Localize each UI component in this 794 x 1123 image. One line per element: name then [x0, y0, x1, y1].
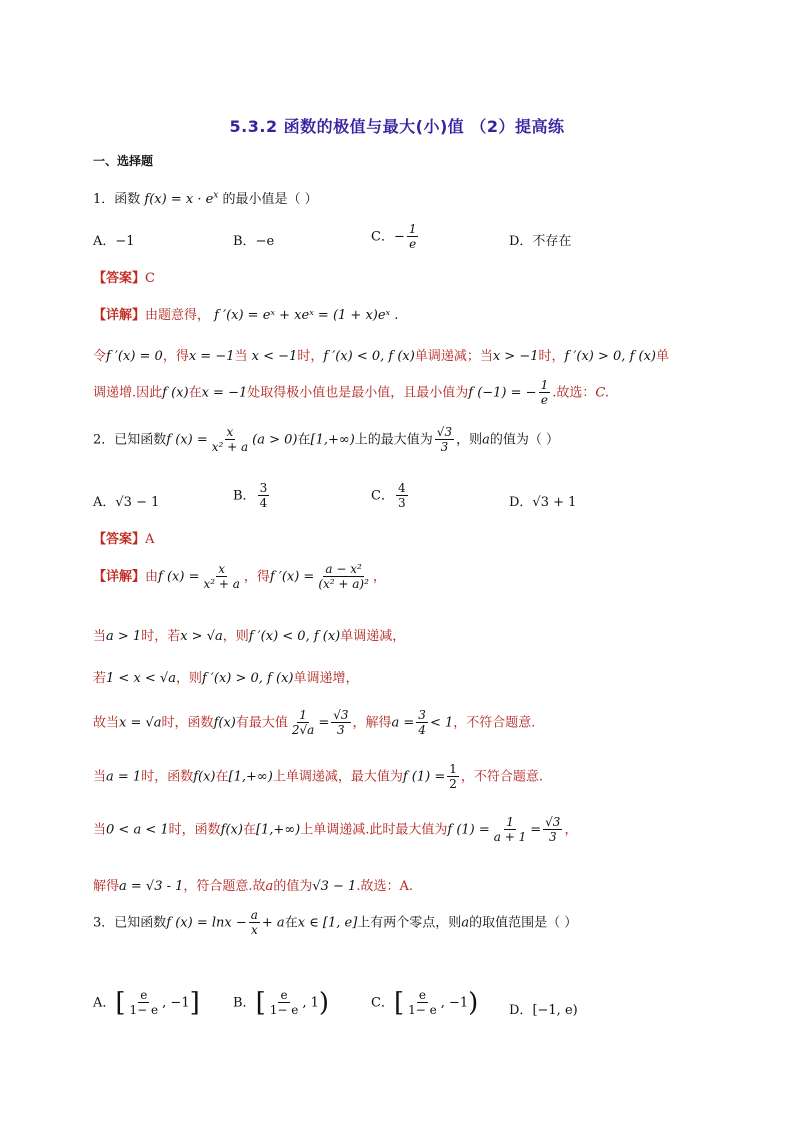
- q2-detail-line7: [93, 875, 413, 894]
- q2-option-a: A．√3 − 1: [93, 495, 160, 510]
- q2-l1-a: 由: [145, 569, 159, 585]
- q2-l6-den2: 3: [548, 830, 557, 845]
- q1-d3-e: 处取得极小值也是最小值，且最小值为: [247, 385, 469, 401]
- q2-l1-fraction2: [316, 562, 371, 592]
- q2-stem-fraction: [210, 425, 250, 455]
- q2-l3-d: f ′(x) > 0, f (x): [201, 671, 294, 686]
- q3-stem-h: 的取值范围是（ ）: [469, 915, 578, 931]
- q1-option-a: A．−1: [93, 234, 135, 249]
- q2-l6-num: 1: [506, 815, 514, 829]
- q2-l7-a: 解得: [93, 879, 120, 894]
- q2-l3-e: 单调递增，: [293, 671, 359, 686]
- q2-option-b-label: B．: [233, 488, 256, 504]
- q2-l1-e: ，: [372, 569, 386, 585]
- q2-l2-f: f ′(x) < 0, f (x): [248, 629, 341, 644]
- q3-option-b-label: B．: [233, 995, 256, 1011]
- q1-d2-b: f ′(x) = 0: [106, 349, 163, 364]
- q2-l2-b: a > 1: [106, 629, 142, 644]
- q2-l4-fraction: [290, 708, 316, 738]
- q1-d1-formula: f ′(x) = eˣ + xeˣ = (1 + x)eˣ .: [214, 308, 399, 323]
- q2-stem: [93, 425, 559, 455]
- q2-l4-den2: 3: [337, 723, 345, 738]
- q3-option-a-bracket-left: [: [115, 987, 126, 1018]
- q3-option-a-tail: , −1: [162, 995, 190, 1011]
- q2-stem-num2: √3: [436, 425, 453, 439]
- q1-d3-h: C.: [595, 385, 609, 401]
- q2-l5-h: f (1) =: [402, 769, 446, 785]
- q3-option-d-label: D．: [509, 1003, 533, 1018]
- answer-tag: 【答案】: [93, 271, 146, 286]
- q3-option-a-fraction: [128, 988, 161, 1018]
- q3-option-c-fraction: [406, 988, 439, 1018]
- q2-stem-den2: 3: [440, 440, 449, 455]
- q1-stem-text: 1．函数: [93, 192, 141, 207]
- q3-option-b-den: 1− e: [269, 1003, 299, 1018]
- q2-l6-fraction: [492, 815, 528, 845]
- q2-l5-c: 时，函数: [141, 769, 194, 785]
- q3-stem-c: + a: [261, 915, 285, 931]
- q2-l6-g: 上单调递减.此时最大值为: [300, 822, 448, 838]
- q2-stem-f: f (x) =: [166, 432, 208, 448]
- q2-l6-c: 时，函数: [168, 822, 221, 838]
- q3-stem-g: a: [461, 915, 470, 931]
- q1-option-b: B．−e: [233, 234, 275, 249]
- q2-l6-num2: √3: [545, 815, 561, 829]
- q2-l6-i: ，: [564, 822, 578, 838]
- q1-d2-a: 令: [93, 349, 107, 364]
- q2-detail-line3: [93, 667, 358, 686]
- q1-d2-h: f ′(x) < 0, f (x): [323, 349, 415, 364]
- q2-detail-line4: [93, 708, 535, 738]
- q2-answer-value: A: [145, 532, 155, 547]
- q1-answer: [93, 267, 155, 286]
- q2-l7-b: a = √3 - 1: [119, 879, 184, 894]
- q3-stem-b: f (x) = lnx −: [166, 915, 247, 931]
- q1-answer-value: C: [145, 271, 155, 286]
- q3-stem-den: x: [250, 923, 258, 938]
- q1-d2-g: 时，: [297, 349, 324, 364]
- q2-l4-f: ，解得: [352, 715, 392, 731]
- q1-d1-text: 由题意得，: [145, 308, 211, 323]
- q2-l1-fraction: [201, 562, 241, 592]
- q3-option-a-label: A．: [93, 995, 116, 1011]
- q2-l4-g: a =: [391, 715, 415, 731]
- q2-l2-e: ，则: [222, 629, 249, 644]
- q2-stem-fraction2: [435, 425, 454, 455]
- q2-l7-d: a: [265, 879, 274, 894]
- q2-l1-den: x² + a: [203, 577, 240, 592]
- q3-option-b-tail: , 1: [302, 995, 319, 1011]
- q3-option-c-label: C．: [371, 995, 394, 1011]
- q2-l4-c: 时，函数: [161, 715, 214, 731]
- q2-stem-c: 在: [297, 432, 311, 448]
- q2-l2-d: x > √a: [180, 629, 223, 644]
- q3-option-a-bracket-right: ]: [189, 987, 200, 1018]
- q2-l5-i: ，不符合题意.: [460, 769, 543, 785]
- q2-l5-f: [1,+∞): [228, 769, 273, 785]
- q2-stem-b: (a > 0): [252, 432, 298, 448]
- q2-l4-h: < 1: [429, 715, 454, 731]
- q1-d2-d: x = −1: [188, 349, 235, 364]
- q1-d2-f: x < −1: [251, 349, 298, 364]
- q2-option-b: [233, 481, 271, 511]
- q2-option-c-label: C．: [371, 488, 394, 504]
- q1-d2-k: 时，: [538, 349, 565, 364]
- q1-detail-line2: [93, 345, 669, 364]
- q2-l4-num: 1: [299, 708, 307, 722]
- q2-answer: [93, 528, 154, 547]
- q2-l6-d: f(x): [220, 822, 243, 838]
- q3-stem-f: 上有两个零点，则: [357, 915, 462, 931]
- q2-l4-num2: √3: [333, 708, 349, 722]
- q3-option-b-bracket-left: [: [255, 987, 266, 1018]
- q2-l4-den: 2√a: [291, 723, 315, 738]
- q2-stem-h: a: [482, 432, 490, 448]
- q3-stem-fraction: [249, 908, 260, 938]
- q1-stem-sup: x: [213, 190, 219, 201]
- q3-stem-a: 3．已知函数: [93, 915, 167, 931]
- q2-l4-num3: 3: [418, 708, 426, 722]
- q2-l2-c: 时，若: [141, 629, 181, 644]
- q2-l6-f: [1,+∞): [255, 822, 301, 838]
- q2-stem-i: 的值为（ ）: [489, 432, 559, 448]
- q2-l7-f: √3 − 1: [312, 879, 357, 894]
- q2-l5-den: 2: [449, 777, 457, 792]
- q2-l1-num2: a − x²: [325, 562, 362, 576]
- q1-d2-c: ，得: [162, 349, 189, 364]
- q2-l4-e: 有最大值: [235, 715, 288, 731]
- q2-l6-a: 当: [93, 822, 107, 838]
- q3-stem-d: 在: [284, 915, 298, 931]
- q3-option-a-num: e: [140, 988, 148, 1002]
- q2-detail-line1: [93, 562, 386, 592]
- q2-l6-h: f (1) =: [447, 822, 490, 838]
- q2-l6-eq: =: [530, 822, 542, 838]
- q2-option-c-num: 4: [397, 481, 406, 495]
- q2-detail-line5: [93, 762, 543, 792]
- q2-l4-b: x = √a: [119, 715, 162, 731]
- q2-option-b-num: 3: [259, 481, 268, 495]
- q2-option-c-den: 3: [397, 496, 406, 511]
- q2-l6-b: 0 < a < 1: [106, 822, 169, 838]
- q2-l4-eq: =: [318, 715, 330, 731]
- q1-d3-c: 在: [188, 385, 202, 401]
- q1-option-c-den: e: [409, 237, 417, 252]
- q1-d3-f: f (−1) = −: [468, 385, 537, 401]
- q2-l6-den: a + 1: [493, 830, 527, 845]
- q2-l4-den3: 4: [418, 723, 426, 738]
- q2-l4-d: f(x): [213, 715, 236, 731]
- q2-l2-a: 当: [93, 629, 107, 644]
- q2-l2-g: 单调递减，: [340, 629, 406, 644]
- q2-option-c-fraction: [396, 481, 408, 511]
- q3-option-b-bracket-right: ): [318, 987, 330, 1018]
- q3-option-b-fraction: [268, 988, 301, 1018]
- q1-option-c-num: 1: [408, 222, 417, 236]
- q2-stem-d: [1,+∞): [310, 432, 355, 448]
- q2-stem-g: ，则: [456, 432, 483, 448]
- answer-tag: 【答案】: [93, 532, 146, 547]
- q2-option-c: [371, 481, 410, 511]
- q2-stem-den: x² + a: [211, 440, 249, 455]
- q2-l7-e: 的值为: [273, 879, 313, 894]
- q2-stem-a: 2．已知函数: [93, 432, 167, 448]
- q1-d3-d: x = −1: [201, 385, 248, 401]
- q2-l3-a: 若: [93, 671, 107, 686]
- q2-stem-num: x: [226, 425, 234, 439]
- q1-d3-a: 调递增.因此: [93, 385, 163, 401]
- q2-l5-fraction: [447, 762, 459, 792]
- q1-d2-m: 单: [655, 349, 669, 364]
- q1-stem: [93, 188, 318, 207]
- q3-option-c-tail: , −1: [440, 995, 469, 1011]
- q1-d3-den: e: [540, 393, 548, 408]
- q3-stem: [93, 908, 577, 938]
- q2-l6-e: 在: [242, 822, 256, 838]
- q3-option-c: [371, 988, 478, 1018]
- q2-option-b-fraction: [258, 481, 270, 511]
- q1-detail-line1: [93, 304, 398, 323]
- q1-detail-line3: [93, 378, 609, 408]
- q2-l4-fraction3: [416, 708, 428, 738]
- q3-option-c-den: 1− e: [408, 1003, 437, 1018]
- q3-option-a-den: 1− e: [129, 1003, 159, 1018]
- q2-l7-c: ，符合题意.故: [183, 879, 266, 894]
- q3-option-d-value: [−1, e): [532, 1003, 578, 1018]
- q3-stem-e: x ∈ [1, e]: [297, 915, 358, 931]
- q3-stem-num: a: [250, 908, 258, 922]
- q2-l4-fraction2: [331, 708, 350, 738]
- q3-option-d: [509, 999, 578, 1018]
- q1-d3-num: 1: [540, 378, 549, 392]
- q3-option-b-num: e: [280, 988, 288, 1002]
- detail-tag: 【详解】: [93, 308, 146, 323]
- q3-option-b: [233, 988, 329, 1018]
- q1-option-d: D．不存在: [509, 234, 572, 249]
- q3-option-c-bracket-left: [: [393, 987, 405, 1018]
- q1-option-c: [371, 222, 420, 252]
- q2-l3-b: 1 < x < √a: [106, 671, 176, 686]
- q2-l5-a: 当: [93, 769, 107, 785]
- q1-option-c-fraction: [407, 222, 419, 252]
- q2-l1-c: ，得: [243, 569, 270, 585]
- section-heading: 一、选择题: [93, 154, 154, 168]
- q2-l5-b: a = 1: [106, 769, 142, 785]
- q1-d3-fraction: [539, 378, 551, 408]
- q2-l5-d: f(x): [193, 769, 216, 785]
- q2-l5-e: 在: [215, 769, 229, 785]
- q1-d2-e: 当: [234, 349, 248, 364]
- q2-l3-c: ，则: [175, 671, 202, 686]
- q2-l7-g: .故选：A.: [356, 879, 413, 894]
- q2-option-b-den: 4: [259, 496, 268, 511]
- q2-detail-line6: [93, 815, 577, 845]
- q2-stem-e: 上的最大值为: [354, 432, 433, 448]
- q3-option-c-num: e: [418, 988, 426, 1002]
- detail-tag: 【详解】: [93, 569, 146, 585]
- q2-l1-den2: (x² + a)²: [318, 577, 369, 592]
- q2-l6-fraction2: [543, 815, 562, 845]
- q2-l4-i: ，不符合题意.: [453, 715, 536, 731]
- q1-d3-g: .故选：: [552, 385, 596, 401]
- q2-l5-g: 上单调递减，最大值为: [272, 769, 403, 785]
- q1-option-c-label: C．−: [371, 229, 405, 245]
- q1-stem-formula: f(x) = x · e: [144, 192, 214, 207]
- q2-l5-num: 1: [449, 762, 457, 776]
- q1-d3-b: f (x): [162, 385, 189, 401]
- q1-d2-i: 单调递减；当: [414, 349, 493, 364]
- page-title: 5.3.2 函数的极值与最大(小)值 （2）提高练: [229, 117, 565, 136]
- q2-l1-num: x: [218, 562, 226, 576]
- q2-option-d: D．√3 + 1: [509, 495, 577, 510]
- q2-l1-d: f ′(x) =: [269, 569, 315, 585]
- q1-stem-tail: 的最小值是（ ）: [222, 192, 318, 207]
- q3-option-a: [93, 988, 200, 1018]
- q3-option-c-bracket-right: ): [468, 987, 479, 1018]
- q1-d2-l: f ′(x) > 0, f (x): [564, 349, 656, 364]
- q2-detail-line2: [93, 625, 405, 644]
- q2-l1-b: f (x) =: [158, 569, 200, 585]
- q1-d2-j: x > −1: [492, 349, 539, 364]
- q2-l4-a: 故当: [93, 715, 120, 731]
